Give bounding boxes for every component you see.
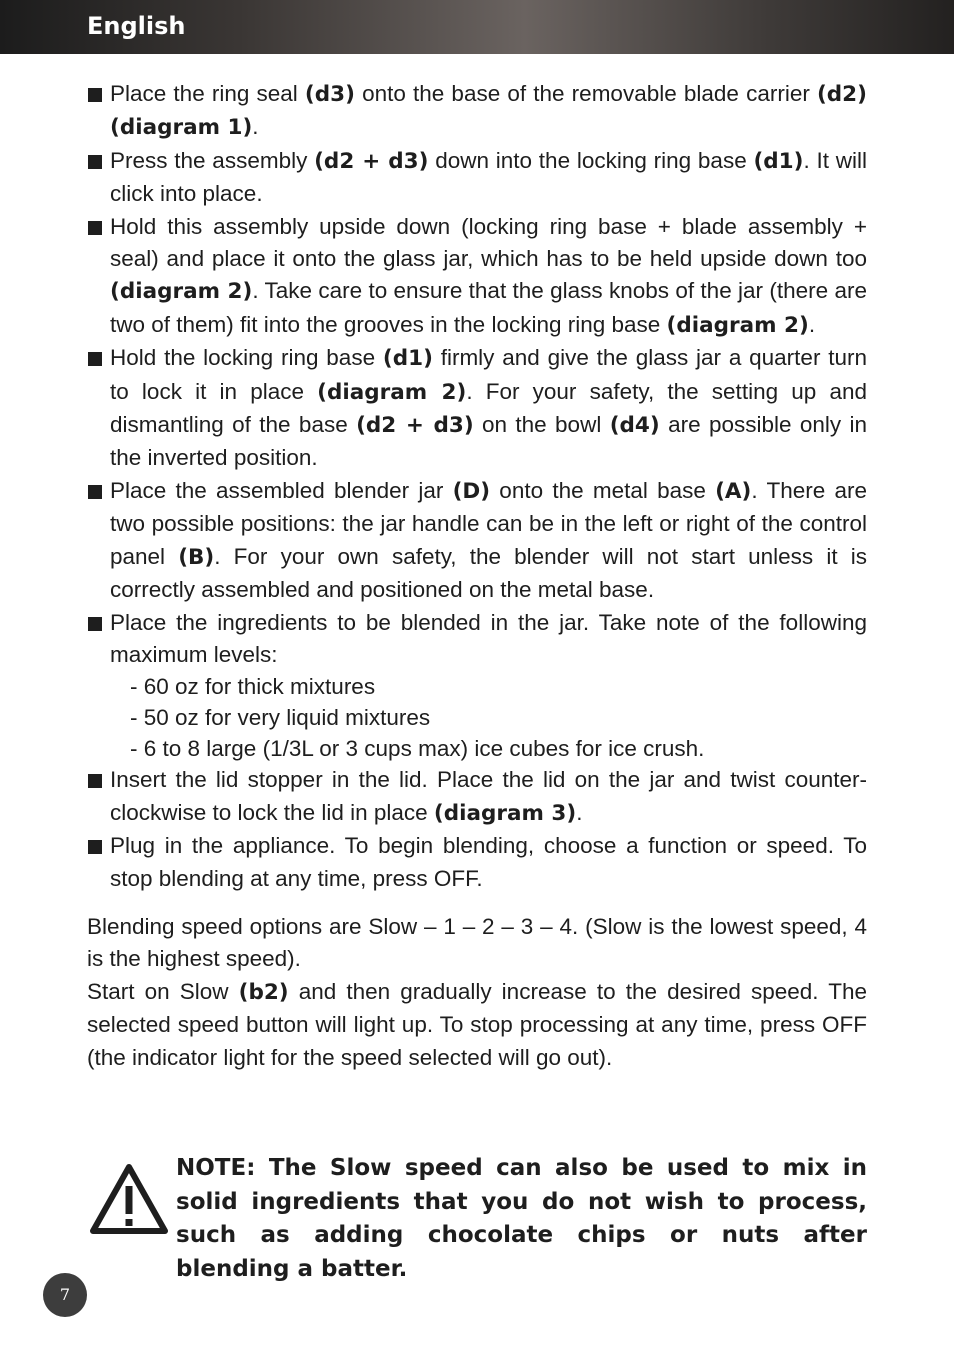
bullet-square-icon — [88, 617, 102, 631]
reference-label: (diagram 2) — [110, 279, 253, 305]
sub-list-item: - 6 to 8 large (1/3L or 3 cups max) ice cubes for ice crush. — [130, 736, 705, 762]
text-run: Insert the lid stopper in the lid. Place the lid on the jar and twist counter-clockwise to lock the lid in place — [110, 767, 867, 825]
text-run: and then gradually increase to the desired speed. The selected speed button will light up. To stop processing at any time, press OFF (the indicator light for the speed selected will go out). — [87, 978, 867, 1070]
instruction-list — [87, 78, 867, 895]
bullet-square-icon — [88, 221, 102, 235]
text-run: Place the assembled blender jar — [110, 477, 453, 503]
reference-label: (d1) — [382, 346, 433, 372]
reference-label: (diagram 3) — [433, 800, 577, 826]
list-item — [87, 607, 867, 765]
text-run: . For your safety, the setting up and dismantling of the base — [110, 378, 867, 438]
text-run: Hold the locking ring base — [110, 345, 383, 371]
warning-triangle-icon — [88, 1160, 170, 1238]
text-run: Plug in the appliance. To begin blending, choose a function or speed. To stop blending at any time, press OFF. — [110, 833, 867, 891]
sub-list — [110, 671, 867, 764]
bullet-square-icon — [88, 352, 102, 366]
bullet-square-icon — [88, 88, 102, 102]
reference-label: (D) — [452, 478, 491, 504]
note-text: NOTE: The Slow speed can also be used to mix in solid ingredients that you do not wish to process, such as adding chocolate chips or nuts after blending a batter. — [176, 1155, 867, 1282]
paragraph — [87, 911, 867, 976]
reference-label: (d1) — [753, 148, 804, 174]
text-run: . — [252, 114, 259, 140]
list-item — [87, 145, 867, 211]
text-run: are possible only in the inverted position. — [110, 412, 867, 471]
instructions-body — [87, 78, 867, 1074]
sub-list-item: - 50 oz for very liquid mixtures — [130, 705, 431, 731]
text-run: down into the locking ring base — [428, 147, 754, 173]
text-run: on the bowl — [473, 412, 610, 438]
list-item — [87, 475, 867, 607]
text-run: . — [576, 799, 583, 825]
text-run: . For your own safety, the blender will not start unless it is correctly assembled and positioned on the metal base. — [110, 543, 867, 603]
text-run: Hold this assembly upside down (locking ring base + blade assembly + seal) and place it onto the glass jar, which has to be held upside down too — [110, 213, 867, 272]
reference-label: (diagram 2) — [666, 312, 809, 338]
reference-label: (d2) (diagram 1) — [110, 82, 867, 141]
text-run: . There are two possible positions: the jar handle can be in the left or right of the control panel — [110, 477, 867, 569]
reference-label: (b2) — [238, 979, 289, 1005]
text-run: Press the assembly — [110, 147, 315, 173]
text-run: . Take care to ensure that the glass knobs of the jar (there are two of them) fit into the grooves in the locking ring base — [110, 278, 867, 337]
reference-label: (A) — [715, 478, 752, 504]
reference-label: (diagram 2) — [317, 379, 467, 405]
text-run: Place the ingredients to be blended in the jar. Take note of the following maximum levels: — [110, 609, 867, 667]
reference-label: (d4) — [609, 413, 660, 439]
reference-label: (d2 + d3) — [314, 148, 429, 174]
reference-label: (d2 + d3) — [356, 413, 474, 439]
text-run: onto the metal base — [490, 477, 716, 503]
list-item — [87, 78, 867, 145]
language-title: English — [87, 12, 186, 40]
sub-list-item: - 60 oz for thick mixtures — [130, 674, 376, 700]
page-number: 7 — [43, 1273, 87, 1317]
bullet-square-icon — [88, 485, 102, 499]
text-run: . It will click into place. — [110, 147, 867, 207]
list-item — [87, 764, 867, 830]
text-run: firmly and give the glass jar a quarter turn to lock it in place — [110, 345, 868, 404]
text-run: Start on Slow — [87, 978, 239, 1004]
reference-label: (B) — [178, 544, 215, 570]
list-item — [87, 342, 867, 475]
text-run: onto the base of the removable blade carrier — [354, 81, 817, 106]
speed-paragraphs — [87, 911, 867, 1074]
text-run: Blending speed options are Slow – 1 – 2 – 3 – 4. (Slow is the lowest speed, 4 is the highest speed). — [87, 913, 867, 972]
text-run: . — [808, 311, 816, 337]
bullet-square-icon — [88, 155, 102, 169]
bullet-square-icon — [88, 840, 102, 854]
reference-label: (d3) — [304, 82, 355, 107]
text-run: Place the ring seal — [110, 81, 305, 106]
header-bar — [0, 0, 954, 54]
list-item — [87, 830, 867, 895]
bullet-square-icon — [88, 774, 102, 788]
paragraph — [87, 976, 867, 1074]
list-item — [87, 211, 867, 343]
